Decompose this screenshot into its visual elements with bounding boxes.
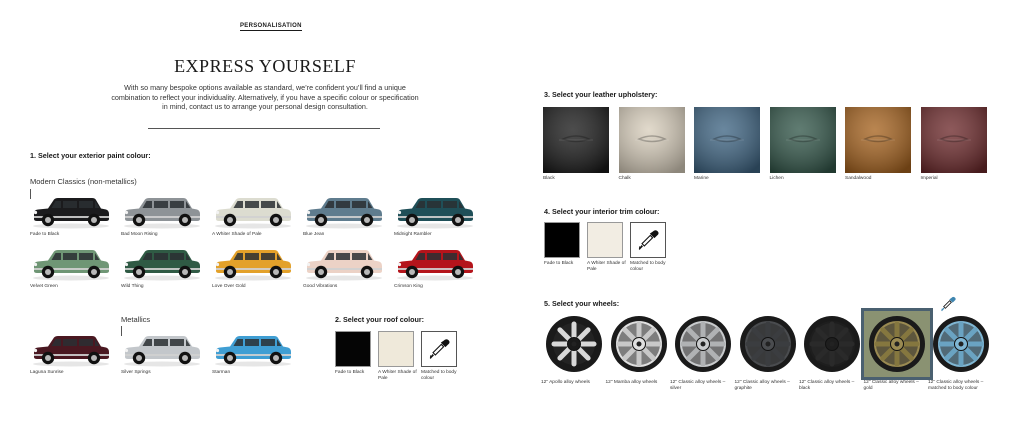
option-caption: 12" Classic alloy wheels – silver xyxy=(670,380,726,391)
option-caption: Marine xyxy=(694,176,709,181)
wheel-option[interactable] xyxy=(864,311,930,392)
option-caption: A Whiter Shade of Pale xyxy=(212,232,262,237)
wheel-image xyxy=(868,315,926,373)
option-caption: Fade to Black xyxy=(335,370,365,375)
option-caption: 12" Mamba alloy wheels xyxy=(605,380,658,385)
wheel-option[interactable] xyxy=(735,311,801,392)
match-color-box xyxy=(421,331,457,367)
option-caption: Sandalwood xyxy=(845,176,872,181)
option-caption: Love Over Gold xyxy=(212,284,246,289)
option-caption: 12" Classic alloy wheels – graphite xyxy=(734,380,790,391)
intro-paragraph: With so many bespoke options available as standard, we’re confident you’ll find a unique combination to reflect your individuality. Alternatively, if you have a specific colour or specification in mind, contact us to arrange your personal design consultation. xyxy=(111,83,419,112)
wheel-image xyxy=(803,315,861,373)
paint-option[interactable] xyxy=(121,245,211,290)
upholstery-option[interactable] xyxy=(619,107,685,182)
leather-swatch xyxy=(694,107,760,173)
wheel-image xyxy=(610,315,668,373)
car-image xyxy=(121,245,203,281)
option-caption: A Whiter Shade of Pale xyxy=(378,370,417,381)
option-caption: Starman xyxy=(212,370,231,375)
car-image xyxy=(212,331,294,367)
wheel-image xyxy=(739,315,797,373)
car-image xyxy=(394,245,476,281)
car-image xyxy=(212,245,294,281)
car-image xyxy=(30,193,112,229)
wheel-frame xyxy=(670,311,736,377)
page-title: EXPRESS YOURSELF xyxy=(174,56,356,76)
car-image xyxy=(303,193,385,229)
wheel-option[interactable] xyxy=(606,311,672,386)
paint-option[interactable] xyxy=(303,193,393,238)
option-caption: Velvet Green xyxy=(30,284,58,289)
option-caption: Crimson King xyxy=(394,284,423,289)
roof-option[interactable] xyxy=(335,331,375,376)
option-caption: Blue Jean xyxy=(303,232,325,237)
paint-option[interactable] xyxy=(394,245,484,290)
upholstery-option[interactable] xyxy=(694,107,760,182)
paint-option[interactable] xyxy=(30,331,120,376)
wheel-option[interactable] xyxy=(799,311,865,392)
paint-option[interactable] xyxy=(394,193,484,238)
leather-swatch xyxy=(845,107,911,173)
option-caption: Laguna Sunrise xyxy=(30,370,64,375)
option-caption: Fade to Black xyxy=(544,261,574,266)
paint-option[interactable] xyxy=(212,193,302,238)
car-image xyxy=(121,193,203,229)
option-caption: Matched to body colour xyxy=(630,261,666,272)
option-caption: Silver Springs xyxy=(121,370,151,375)
paint-step-title: 1. Select your exterior paint colour: xyxy=(30,151,151,160)
color-swatch xyxy=(587,222,623,258)
leather-swatch xyxy=(921,107,987,173)
option-caption: Fade to Black xyxy=(30,232,60,237)
wheel-frame xyxy=(606,311,672,377)
leather-swatch xyxy=(770,107,836,173)
wheel-frame xyxy=(799,311,865,377)
upholstery-option[interactable] xyxy=(845,107,911,182)
eyedropper-icon xyxy=(940,296,956,312)
trim-option[interactable] xyxy=(587,222,627,273)
car-image xyxy=(121,331,203,367)
car-image xyxy=(30,331,112,367)
option-caption: Black xyxy=(543,176,555,181)
roof-option[interactable] xyxy=(378,331,418,382)
option-caption: Midnight Rambler xyxy=(394,232,432,237)
eyedropper-icon xyxy=(428,338,450,360)
option-caption: Bad Moon Rising xyxy=(121,232,158,237)
car-image xyxy=(303,245,385,281)
leather-swatch xyxy=(543,107,609,173)
wheels-step-title: 5. Select your wheels: xyxy=(544,299,620,308)
wheel-dropper-badge xyxy=(940,296,956,317)
match-color-box xyxy=(630,222,666,258)
trim-option[interactable] xyxy=(630,222,670,273)
color-swatch xyxy=(378,331,414,367)
option-caption: 12" Apollo alloy wheels xyxy=(541,380,590,385)
wheel-image xyxy=(674,315,732,373)
wheel-image xyxy=(545,315,603,373)
option-caption: 12" Classic alloy wheels – black xyxy=(799,380,855,391)
wheel-frame xyxy=(928,311,994,377)
paint-option[interactable] xyxy=(303,245,393,290)
wheel-frame xyxy=(735,311,801,377)
right-page xyxy=(512,0,1024,427)
option-caption: 12" Classic alloy wheels – gold xyxy=(863,380,919,391)
wheel-frame xyxy=(864,311,930,377)
paint-option[interactable] xyxy=(30,193,120,238)
option-caption: A Whiter Shade of Pale xyxy=(587,261,626,272)
leather-swatch xyxy=(619,107,685,173)
option-caption: Good Vibrations xyxy=(303,284,338,289)
paint-option[interactable] xyxy=(212,245,302,290)
wheel-image xyxy=(932,315,990,373)
option-caption: Wild Thing xyxy=(121,284,144,289)
option-caption: 12" Classic alloy wheels – matched to body colour xyxy=(928,380,984,391)
upholstery-option[interactable] xyxy=(921,107,987,182)
wheel-frame xyxy=(541,311,607,377)
car-image xyxy=(394,193,476,229)
modern-classics-label: Modern Classics (non-metallics) xyxy=(30,177,137,186)
wheel-option[interactable] xyxy=(670,311,736,392)
option-caption: Imperial xyxy=(920,176,938,181)
car-image xyxy=(30,245,112,281)
color-swatch xyxy=(544,222,580,258)
option-caption: Matched to body colour xyxy=(421,370,457,381)
trim-step-title: 4. Select your interior trim colour: xyxy=(544,207,660,216)
paint-option[interactable] xyxy=(121,193,211,238)
section-kicker: PERSONALISATION xyxy=(240,23,302,29)
divider xyxy=(148,128,380,129)
wheel-option[interactable] xyxy=(928,311,994,392)
upholstery-step-title: 3. Select your leather upholstery: xyxy=(544,90,658,99)
trim-option[interactable] xyxy=(544,222,584,267)
wheel-option[interactable] xyxy=(541,311,607,386)
roof-option[interactable] xyxy=(421,331,461,382)
metallics-label: Metallics xyxy=(121,315,151,324)
car-image xyxy=(212,193,294,229)
upholstery-option[interactable] xyxy=(543,107,609,182)
option-caption: Lichen xyxy=(769,176,784,181)
option-caption: Chalk xyxy=(618,176,631,181)
upholstery-option[interactable] xyxy=(770,107,836,182)
paint-option[interactable] xyxy=(212,331,302,376)
color-swatch xyxy=(335,331,371,367)
paint-option[interactable] xyxy=(121,331,211,376)
paint-option[interactable] xyxy=(30,245,120,290)
eyedropper-icon xyxy=(637,229,659,251)
roof-step-title: 2. Select your roof colour: xyxy=(335,315,425,324)
